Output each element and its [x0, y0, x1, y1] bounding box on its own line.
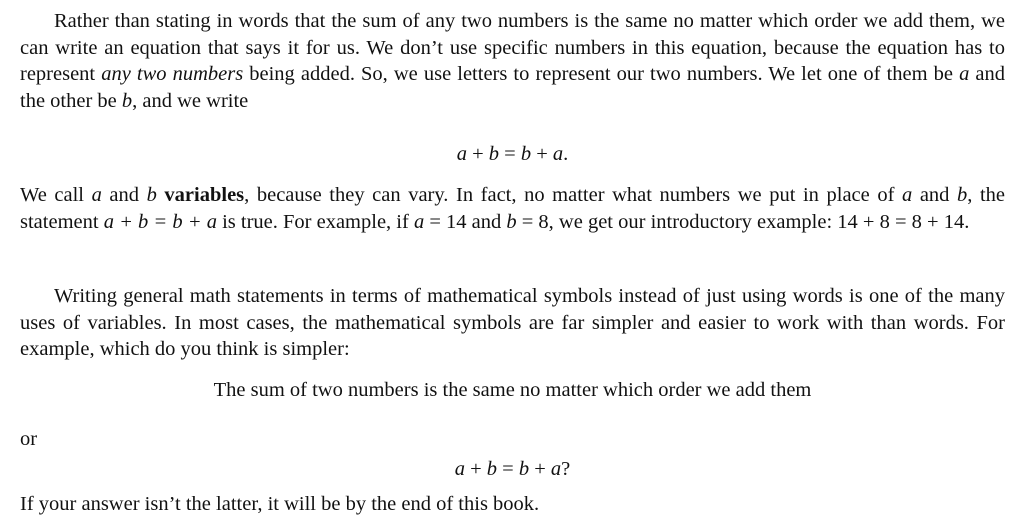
- eq-operator: +: [534, 458, 546, 480]
- variable-a: a: [901, 184, 913, 206]
- paragraph-intro: [20, 8, 1005, 114]
- eq-operator: +: [536, 143, 548, 165]
- text-run: and: [912, 184, 957, 206]
- eq-term: b: [518, 458, 530, 480]
- eq-operator: =: [502, 458, 514, 480]
- emphasis-text: any two numbers: [101, 63, 244, 85]
- paragraph-closing: If your answer isn’t the latter, it will be by the end of this book.: [20, 493, 540, 515]
- eq-operator: +: [472, 143, 484, 165]
- eq-punctuation: ?: [561, 458, 571, 480]
- bold-term: variables: [164, 184, 245, 206]
- variable-b: b: [121, 89, 133, 112]
- eq-term: a: [552, 143, 564, 165]
- variable-a: a: [91, 184, 102, 206]
- text-run: , and we write: [132, 89, 249, 112]
- text-run: and the other be: [20, 63, 1006, 112]
- variable-b: b: [506, 210, 517, 233]
- paragraph-symbols: Writing general math statements in terms of mathematical symbols instead of just using words is one of the many uses of variables. In most cases, the mathematical symbols are far simpler and easier to work with than words. For example, which do you think is simpler:: [20, 285, 1005, 360]
- quote-statement: The sum of two numbers is the same no matter which order we add them: [213, 379, 812, 401]
- variable-b: b: [957, 184, 968, 206]
- eq-term: a: [550, 458, 562, 480]
- eq-term: a: [456, 143, 467, 165]
- eq-term: b: [488, 143, 500, 165]
- variable-a: a: [959, 63, 970, 85]
- text-run: = 8, we get our introductory example: 14 + 8 = 8 + 14.: [516, 210, 970, 233]
- text-run: = 14 and: [424, 210, 507, 233]
- eq-term: b: [486, 458, 498, 480]
- text-run: , the statement: [20, 184, 1005, 233]
- text-run: is true. For example, if: [216, 210, 414, 233]
- eq-operator: +: [470, 458, 482, 480]
- equation-question: [20, 456, 1005, 482]
- inline-equation: a + b = b + a: [103, 210, 217, 233]
- variable-a: a: [413, 210, 425, 233]
- eq-punctuation: .: [563, 143, 569, 165]
- variable-b: b: [146, 184, 157, 206]
- text-run: and: [101, 184, 147, 206]
- equation-commutative: [20, 141, 1005, 167]
- eq-term: b: [520, 143, 532, 165]
- text-run: Rather than stating in words that the sum of any two numbers is the same no matter which order we add them, we can write an equation that says it for us. We don’t use specific numbers in this equation, because the equation has to represent: [20, 10, 1005, 85]
- or-word: or: [20, 428, 38, 450]
- text-run: , because they can vary. In fact, no matter what numbers we put in place of: [244, 184, 902, 206]
- text-run: being added. So, we use letters to represent our two numbers. We let one of them be: [243, 63, 960, 85]
- paragraph-variables: [20, 182, 1005, 235]
- text-run: We call: [20, 184, 92, 206]
- eq-operator: =: [504, 143, 516, 165]
- eq-term: a: [454, 458, 465, 480]
